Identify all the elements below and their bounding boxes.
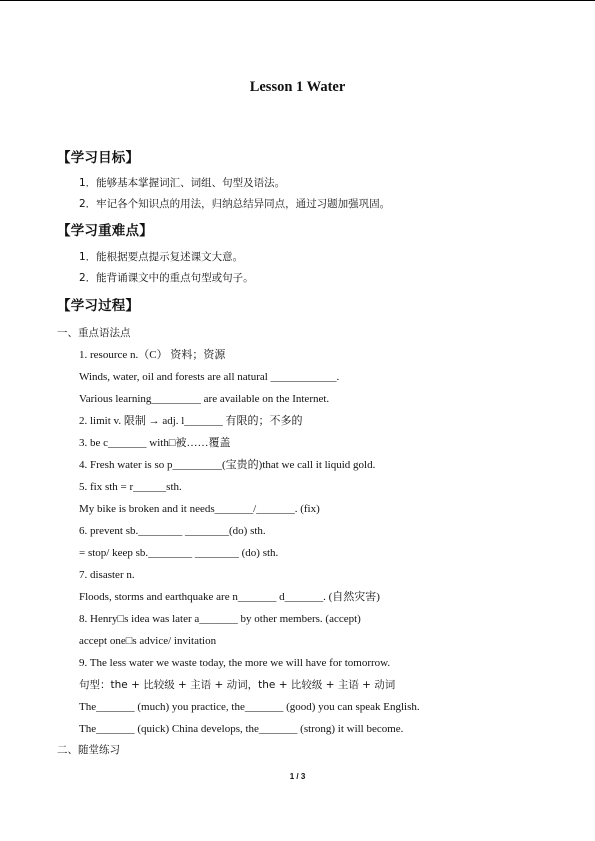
- content-line: My bike is broken and it needs_______/_______. (fix): [79, 503, 320, 515]
- content-line: 句型：the + 比较级 + 主语 + 动词，the + 比较级 + 主语 + 动词: [79, 679, 396, 691]
- content-line: 9. The less water we waste today, the more we will have for tomorrow.: [79, 657, 391, 669]
- key-point-1: 1．能根据要点提示复述课文大意。: [79, 251, 244, 263]
- content-line: Winds, water, oil and forests are all natural ____________.: [79, 371, 340, 383]
- key-point-2: 2．能背诵课文中的重点句型或句子。: [79, 272, 254, 284]
- content-line: accept one□s advice/ invitation: [79, 635, 217, 647]
- heading-key-points: 【学习重难点】: [57, 223, 153, 239]
- objective-1: 1．能够基本掌握词汇、词组、句型及语法。: [79, 177, 286, 189]
- content-line: The_______ (quick) China develops, the_______ (strong) it will become.: [79, 723, 404, 735]
- content-line: 7. disaster n.: [79, 569, 135, 581]
- heading-objectives: 【学习目标】: [57, 150, 140, 166]
- content-line: 8. Henry□s idea was later a_______ by other members. (accept): [79, 613, 361, 625]
- content-line: Various learning_________ are available on the Internet.: [79, 393, 330, 405]
- content-line: 5. fix sth = r______sth.: [79, 481, 182, 493]
- content-line: Floods, storms and earthquake are n_______ d_______. (自然灾害): [79, 591, 380, 603]
- section-one-heading: 一、重点语法点: [57, 327, 131, 339]
- content-line: The_______ (much) you practice, the_______ (good) you can speak English.: [79, 701, 420, 713]
- section-two-heading: 二、随堂练习: [57, 744, 120, 756]
- top-rule: [0, 0, 595, 1]
- content-line: = stop/ keep sb.________ ________ (do) sth.: [79, 547, 279, 559]
- content-line: 1. resource n.（C） 资料；资源: [79, 349, 226, 361]
- objective-2: 2．牢记各个知识点的用法，归纳总结异同点，通过习题加强巩固。: [79, 198, 391, 210]
- content-line: 6. prevent sb.________ ________(do) sth.: [79, 525, 266, 537]
- page-number: 1 / 3: [289, 772, 306, 781]
- content-line: 3. be c_______ with□被……覆盖: [79, 437, 231, 449]
- heading-process: 【学习过程】: [57, 298, 140, 314]
- page-title: Lesson 1 Water: [249, 79, 346, 95]
- content-line: 4. Fresh water is so p_________(宝贵的)that we call it liquid gold.: [79, 459, 376, 471]
- content-line: 2. limit v. 限制 → adj. l_______ 有限的；不多的: [79, 415, 303, 427]
